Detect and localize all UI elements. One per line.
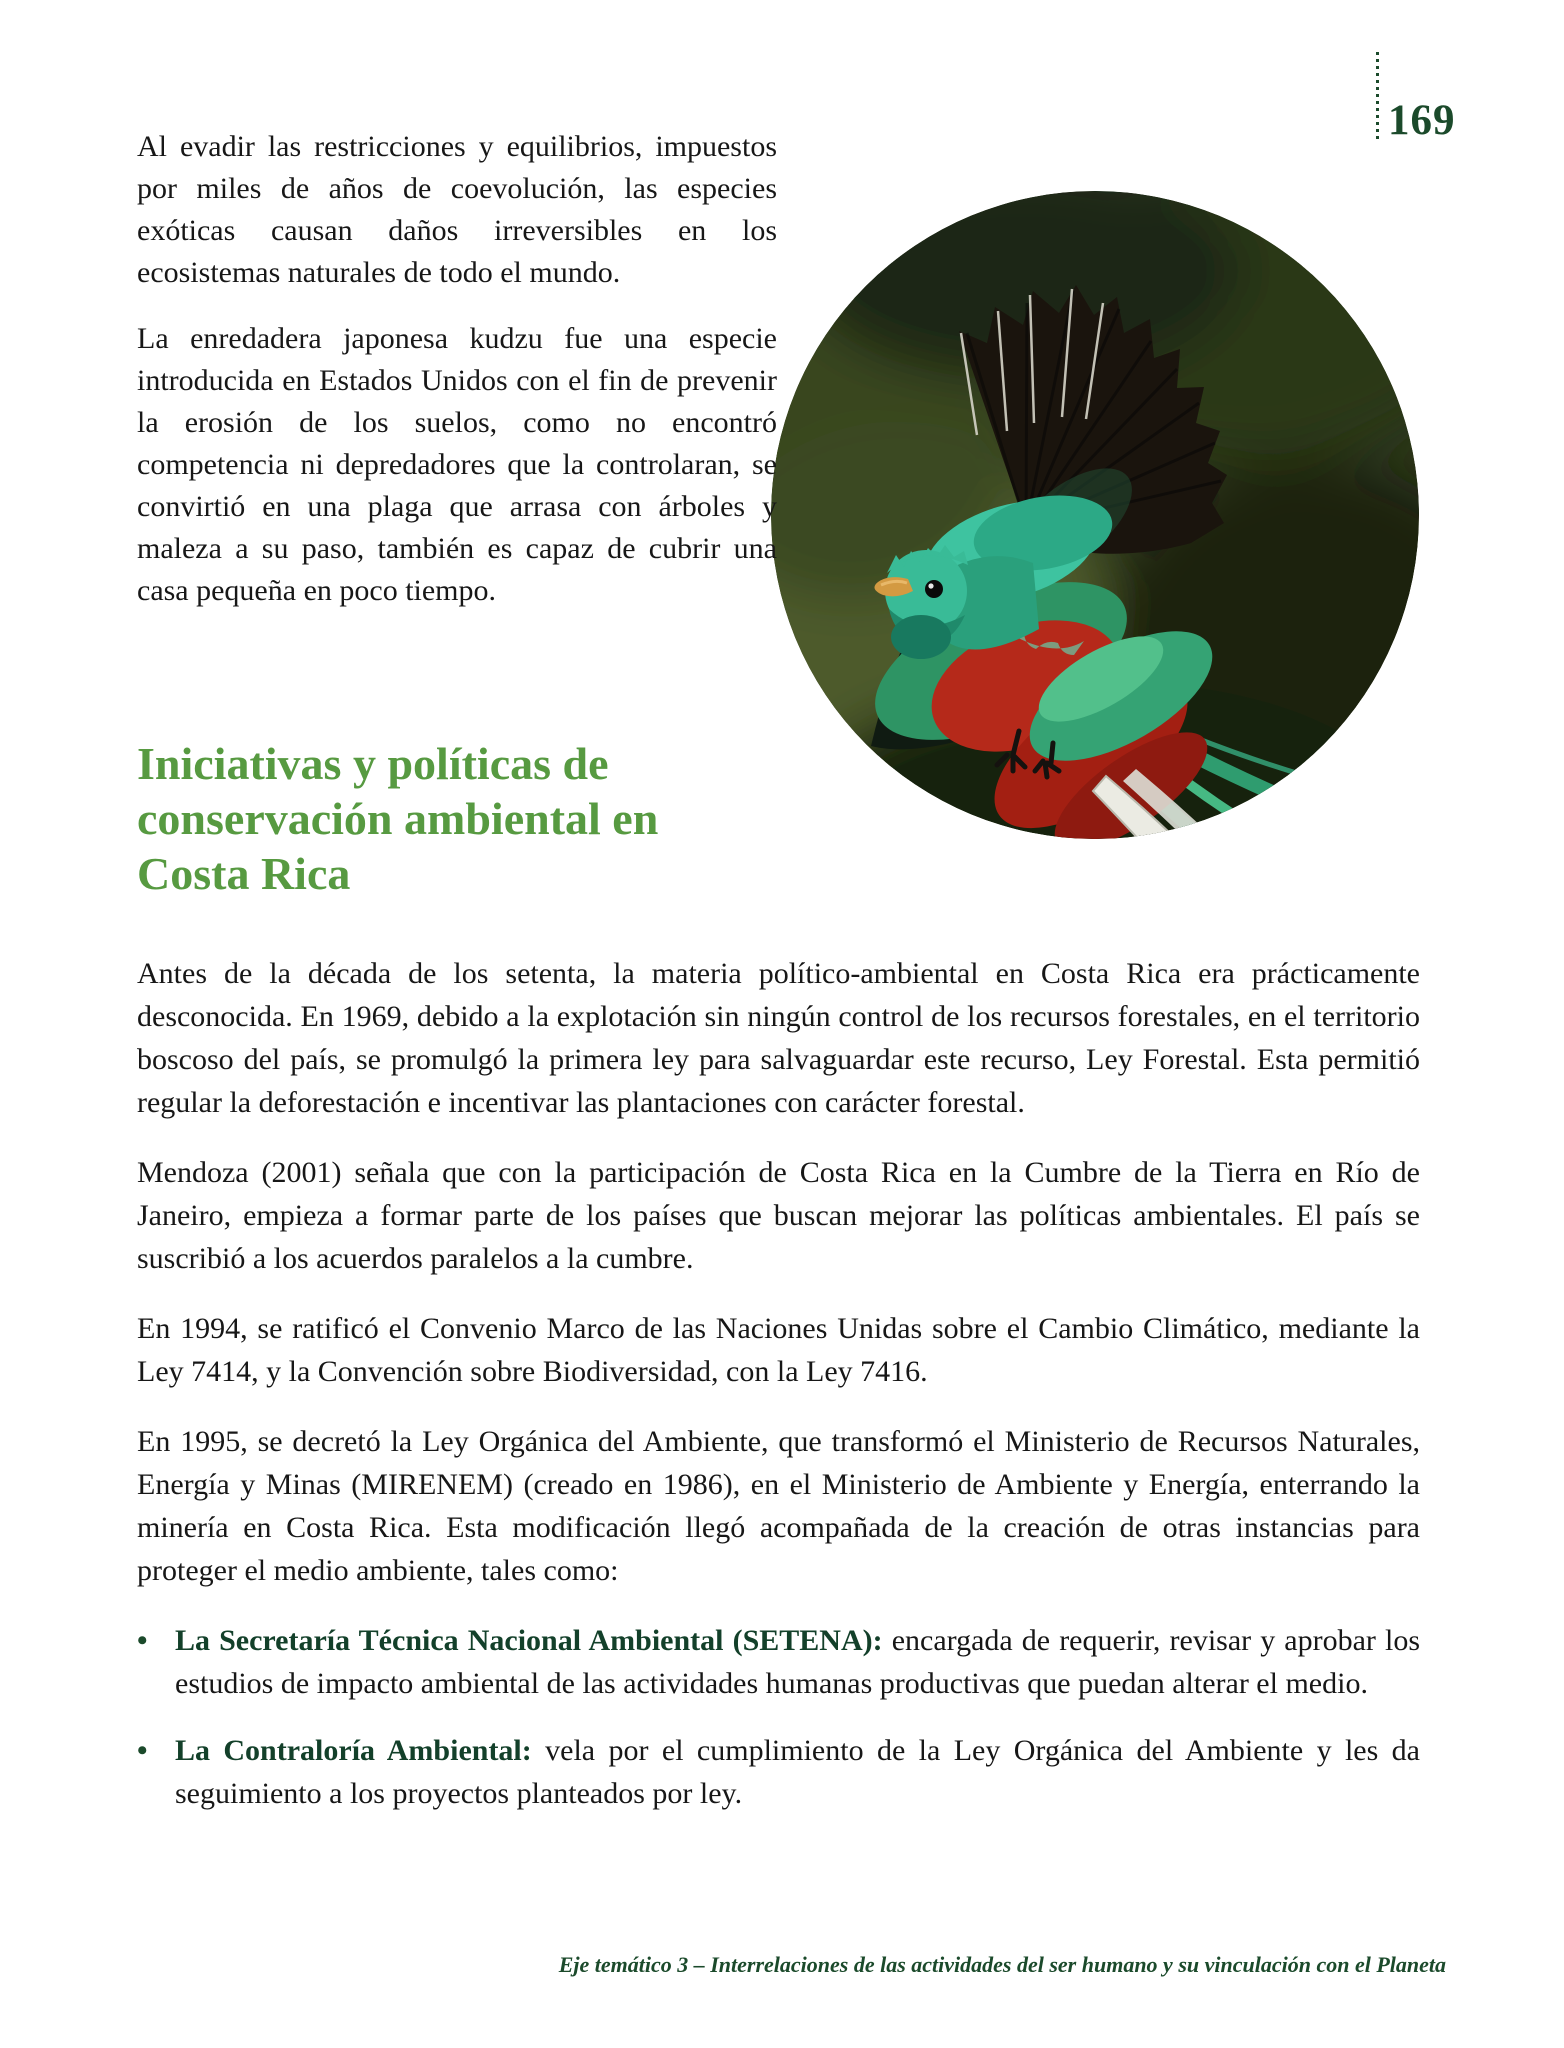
dotted-rule [1376,52,1379,140]
bullet-text: vela por el cumplimiento de la Ley Orgánica del Ambiente y les da seguimiento a los proyectos planteados por ley. [175,1734,1420,1810]
bullet-marker: • [137,1734,148,1767]
body-paragraph: En 1994, se ratificó el Convenio Marco de las Naciones Unidas sobre el Cambio Climático, mediante la Ley 7414, y la Convención sobre Biodiversidad, con la Ley 7416. [137,1312,1420,1388]
bullet-content [175,1619,1420,1705]
heading-line-2: conservación ambiental en [137,793,659,844]
quetzal-flying-photo [771,191,1419,839]
body-paragraph: Mendoza (2001) señala que con la participación de Costa Rica en la Cumbre de la Tierra en Río de Janeiro, empieza a formar parte de los países que buscan mejorar las políticas ambientales. El país se suscribió a los acuerdos paralelos a la cumbre. [137,1156,1420,1275]
intro-column [137,126,777,612]
bullet-marker: • [137,1624,148,1657]
bullet-content [175,1729,1420,1815]
body-text [137,952,1420,1839]
heading-line-1: Iniciativas y políticas de [137,738,609,789]
bullet-list [137,1619,1420,1815]
bullet-lead: La Contraloría Ambiental: [175,1734,532,1767]
list-item [137,1619,1420,1705]
list-item [137,1729,1420,1815]
page-number-block [1376,52,1456,145]
body-paragraph: En 1995, se decretó la Ley Orgánica del Ambiente, que transformó el Ministerio de Recursos Naturales, Energía y Minas (MIRENEM) (creado en 1986), en el Ministerio de Ambiente y Energía, enterrando la minería en Costa Rica. Esta modificación llegó acompañada de la creación de otras instancias para proteger el medio ambiente, tales como: [137,1425,1420,1587]
section-heading [137,736,658,901]
body-paragraph: Antes de la década de los setenta, la materia político-ambiental en Costa Rica era prácticamente desconocida. En 1969, debido a la explotación sin ningún control de los recursos forestales, en el territorio boscoso del país, se promulgó la primera ley para salvaguardar este recurso, Ley Forestal. Esta permitió regular la deforestación e incentivar las plantaciones con carácter forestal. [137,957,1420,1119]
quetzal-illustration [771,191,1419,839]
bullet-text: encargada de requerir, revisar y aprobar los estudios de impacto ambiental de las actividades humanas productivas que puedan alterar el medio. [175,1624,1420,1700]
intro-paragraph-1: Al evadir las restricciones y equilibrios, impuestos por miles de años de coevolución, las especies exóticas causan daños irreversibles en los ecosistemas naturales de todo el mundo. [137,130,777,289]
bullet-lead: La Secretaría Técnica Nacional Ambiental (SETENA): [175,1624,883,1657]
intro-paragraph-2: La enredadera japonesa kudzu fue una especie introducida en Estados Unidos con el fin de prevenir la erosión de los suelos, como no encontró competencia ni depredadores que la controlaran, se convirtió en una plaga que arrasa con árboles y maleza a su paso, también es capaz de cubrir una casa pequeña en poco tiempo. [137,322,777,607]
page-number: 169 [1388,97,1456,145]
page-footer: Eje temático 3 – Interrelaciones de las actividades del ser humano y su vinculación con el Planeta [558,1952,1446,1977]
heading-line-3: Costa Rica [137,848,351,899]
